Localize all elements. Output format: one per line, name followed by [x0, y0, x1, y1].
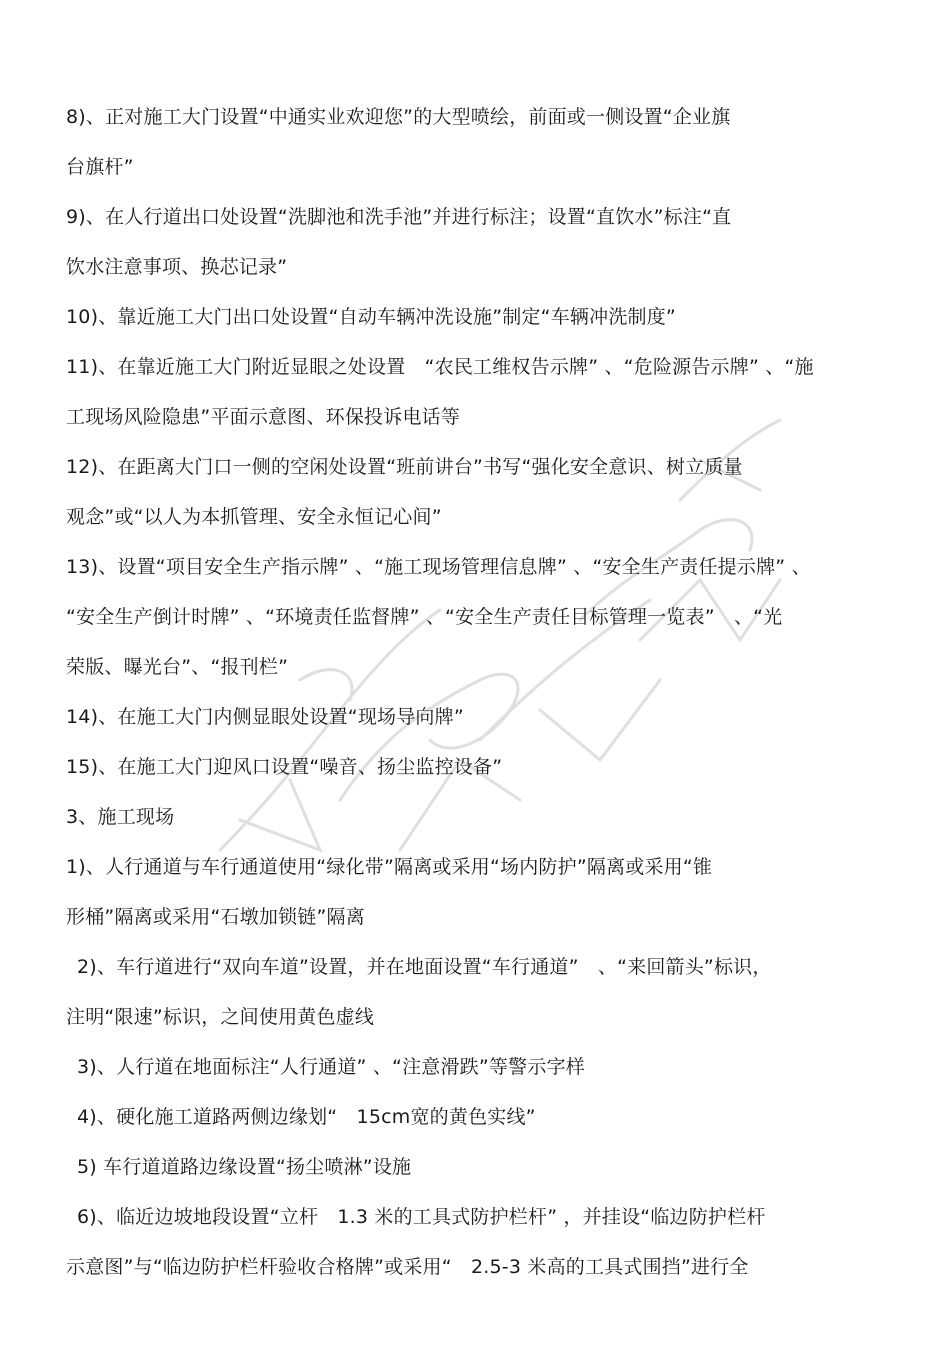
text-line: 注明“限速”标识，之间使用黄色虚线	[66, 1006, 375, 1028]
text-line: 5) 车行道道路边缘设置“扬尘喷淋”设施	[77, 1156, 412, 1178]
text-line: 1)、人行通道与车行通道使用“绿化带”隔离或采用“场内防护”隔离或采用“锥	[66, 856, 713, 878]
section-heading: 3、施工现场	[66, 806, 175, 828]
text-line: 15)、在施工大门迎风口设置“噪音、扬尘监控设备”	[66, 756, 503, 778]
text-line: 形桶”隔离或采用“石墩加锁链”隔离	[66, 906, 365, 928]
text-line: “安全生产倒计时牌” 、“环境责任监督牌” 、“安全生产责任目标管理一览表” 、“光	[66, 606, 783, 628]
text-line: 饮水注意事项、换芯记录”	[66, 256, 288, 278]
text-line: 14)、在施工大门内侧显眼处设置“现场导向牌”	[66, 706, 464, 728]
text-line: 12)、在距离大门口一侧的空闲处设置“班前讲台”书写“强化安全意识、树立质量	[66, 456, 743, 478]
text-line: 3)、人行道在地面标注“人行通道” 、“注意滑跌”等警示字样	[77, 1056, 585, 1078]
text-line: 9)、在人行道出口处设置“洗脚池和洗手池”并进行标注；设置“直饮水”标注“直	[66, 206, 732, 228]
text-line: 11)、在靠近施工大门附近显眼之处设置 “农民工维权告示牌” 、“危险源告示牌” 、“施	[66, 356, 814, 378]
text-line: 13)、设置“项目安全生产指示牌” 、“施工现场管理信息牌” 、“安全生产责任提示牌” 、	[66, 556, 811, 578]
text-line: 6)、临近边坡地段设置“立杆 1.3 米的工具式防护栏杆” ，并挂设“临边防护栏杆	[77, 1206, 766, 1228]
text-line: 荣版、曝光台”、“报刊栏”	[66, 656, 289, 678]
text-line: 示意图”与“临边防护栏杆验收合格牌”或采用“ 2.5-3 米高的工具式围挡”进行全	[66, 1256, 749, 1278]
text-line: 观念”或“以人为本抓管理、安全永恒记心间”	[66, 506, 442, 528]
text-line: 10)、靠近施工大门出口处设置“自动车辆冲洗设施”制定“车辆冲洗制度”	[66, 306, 676, 328]
text-line: 2)、车行道进行“双向车道”设置，并在地面设置“车行通道” 、“来回箭头”标识，	[77, 956, 772, 978]
text-line: 8)、正对施工大门设置“中通实业欢迎您”的大型喷绘，前面或一侧设置“企业旗	[66, 106, 731, 128]
text-line: 工现场风险隐患”平面示意图、环保投诉电话等	[66, 406, 461, 428]
text-line: 4)、硬化施工道路两侧边缘划“ 15cm宽的黄色实线”	[77, 1106, 536, 1128]
text-line: 台旗杆”	[66, 156, 134, 178]
